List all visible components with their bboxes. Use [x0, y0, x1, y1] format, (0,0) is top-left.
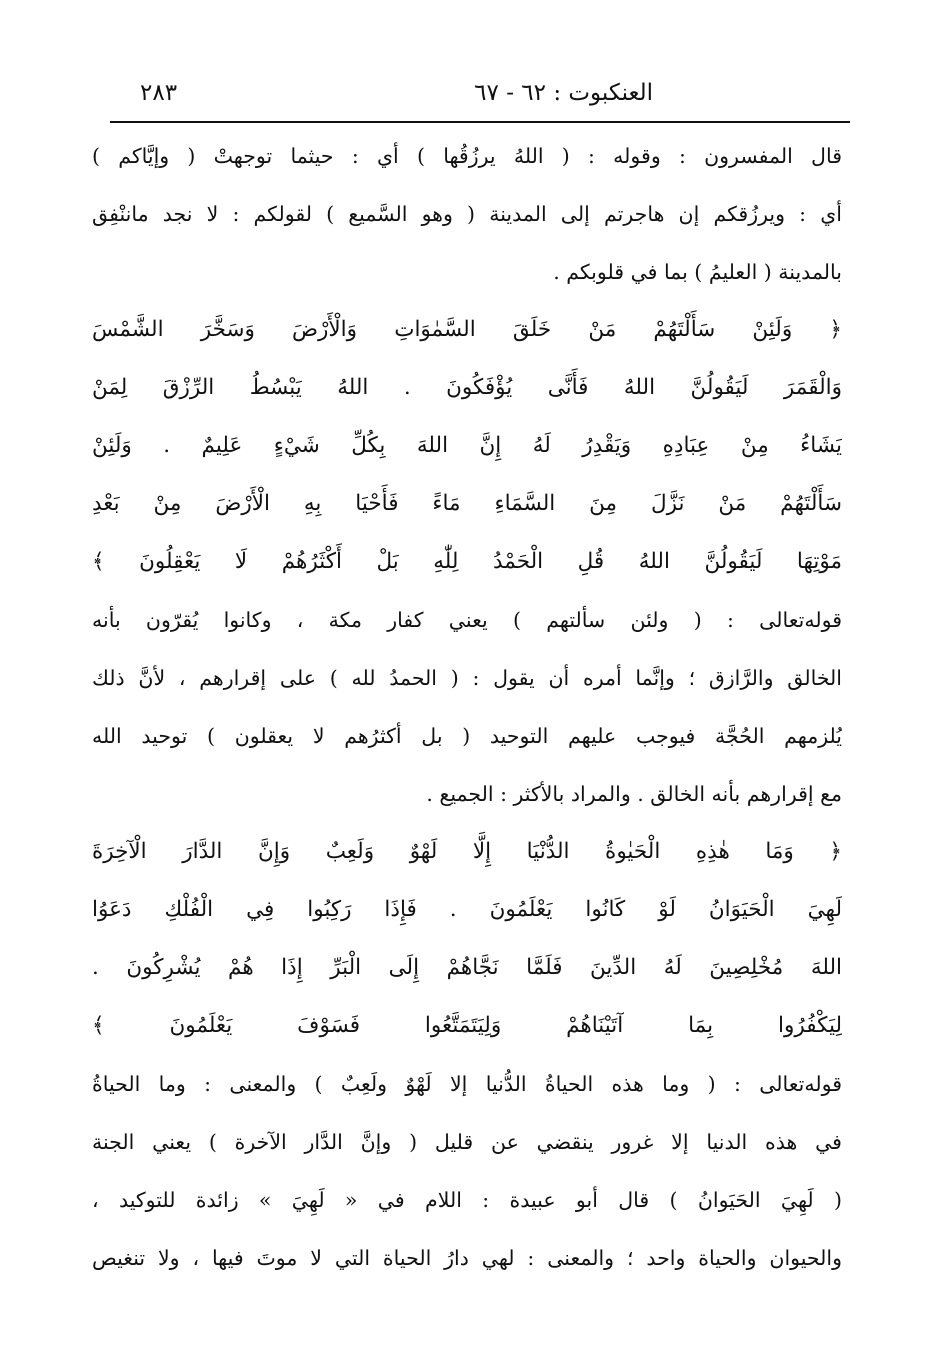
page-number: ٢٨٣ [140, 80, 178, 106]
text-line: وَالْقَمَرَ لَيَقُولُنَّ اللهُ فَأَنَّى يُؤْفَكُونَ . اللهُ يَبْسُطُ الرِّزْقَ لِمَنْ [92, 375, 842, 400]
text-line: مَوْتِهَا لَيَقُولُنَّ اللهُ قُلِ الْحَمْدُ لِلّٰهِ بَلْ أَكْثَرُهُمْ لَا يَعْقِلُونَ ﴾ [92, 549, 842, 574]
text-line: قوله‌تعالى : ( وما هذه الحياةُ الدُّنيا إلا لَهْوٌ ولَعِبٌ ) والمعنى : وما الحياةُ [92, 1072, 842, 1096]
text-line: والحيوان والحياة واحد ؛ والمعنى : لهي دارُ الحياة التي لا موتَ فيها ، ولا تنغيص [92, 1246, 842, 1270]
running-header [118, 74, 853, 114]
text-line: اللهَ مُخْلِصِينَ لَهُ الدِّينَ فَلَمَّا نَجَّاهُمْ إِلَى الْبَرِّ إِذَا هُمْ يُشْرِكُونَ . [92, 955, 842, 980]
header-rule [110, 121, 850, 123]
text-line: قال المفسرون : وقوله : ( اللهُ يرزُقُها ) أي : حيثما توجهتْ ( وإيَّاكم ) [92, 144, 842, 168]
text-line: ( لَهِيَ الحَيَوانُ ) قال أبو عبيدة : اللام في « لَهِيَ » زائدة للتوكيد ، [92, 1188, 842, 1212]
text-line: الخالق والرَّازق ؛ وإنَّما أمره أن يقول : ( الحمدُ لله ) على إقرارهم ، لأنَّ ذلك [92, 666, 842, 690]
text-line: أي : ويرزُقكم إن هاجرتم إلى المدينة ( وهو السَّميع ) لقولكم : لا نجد ماننْفِق [92, 202, 842, 226]
text-line: سَأَلْتَهُمْ مَنْ نَزَّلَ مِنَ السَّمَاءِ مَاءً فَأَحْيَا بِهِ الْأَرْضَ مِنْ بَعْدِ [92, 491, 842, 516]
text-line: ﴿ وَلَئِنْ سَأَلْتَهُمْ مَنْ خَلَقَ السَّمٰوَاتِ وَالْأَرْضَ وَسَخَّرَ الشَّمْسَ [92, 317, 842, 342]
text-line: لَهِيَ الْحَيَوَانُ لَوْ كَانُوا يَعْلَمُونَ . فَإِذَا رَكِبُوا فِي الْفُلْكِ دَعَوُا [92, 897, 842, 922]
text-line: بالمدينة ( العليمُ ) بما في قلوبكم . [553, 260, 842, 284]
running-title: العنكبوت : ٦٢ - ٦٧ [474, 80, 653, 106]
text-line: في هذه الدنيا إلا غرور ينقضي عن قليل ( وإنَّ الدَّار الآخرة ) يعني الجنة [92, 1130, 842, 1154]
text-line: لِيَكْفُرُوا بِمَا آتَيْنَاهُمْ وَلِيَتَمَتَّعُوا فَسَوْفَ يَعْلَمُونَ ﴾ [92, 1013, 842, 1038]
text-line: قوله‌تعالى : ( ولئن سألتهم ) يعني كفار مكة ، وكانوا يُقرّون بأنه [92, 608, 842, 632]
text-line: مع إقرارهم بأنه الخالق . والمراد بالأكثر : الجميع . [426, 782, 842, 806]
text-line: يُلزمهم الحُجَّة فيوجب عليهم التوحيد ( بل أكثرُهم لا يعقلون ) توحيد الله [92, 724, 842, 748]
text-line: يَشَاءُ مِنْ عِبَادِهِ وَيَقْدِرُ لَهُ إِنَّ اللهَ بِكُلِّ شَيْءٍ عَلِيمٌ . وَلَئِنْ [92, 433, 842, 458]
text-line: ﴿ وَمَا هٰذِهِ الْحَيٰوةُ الدُّنْيَا إِلَّا لَهْوٌ وَلَعِبٌ وَإِنَّ الدَّارَ الْآخِرَةَ [92, 839, 842, 864]
page-body [92, 128, 842, 1348]
